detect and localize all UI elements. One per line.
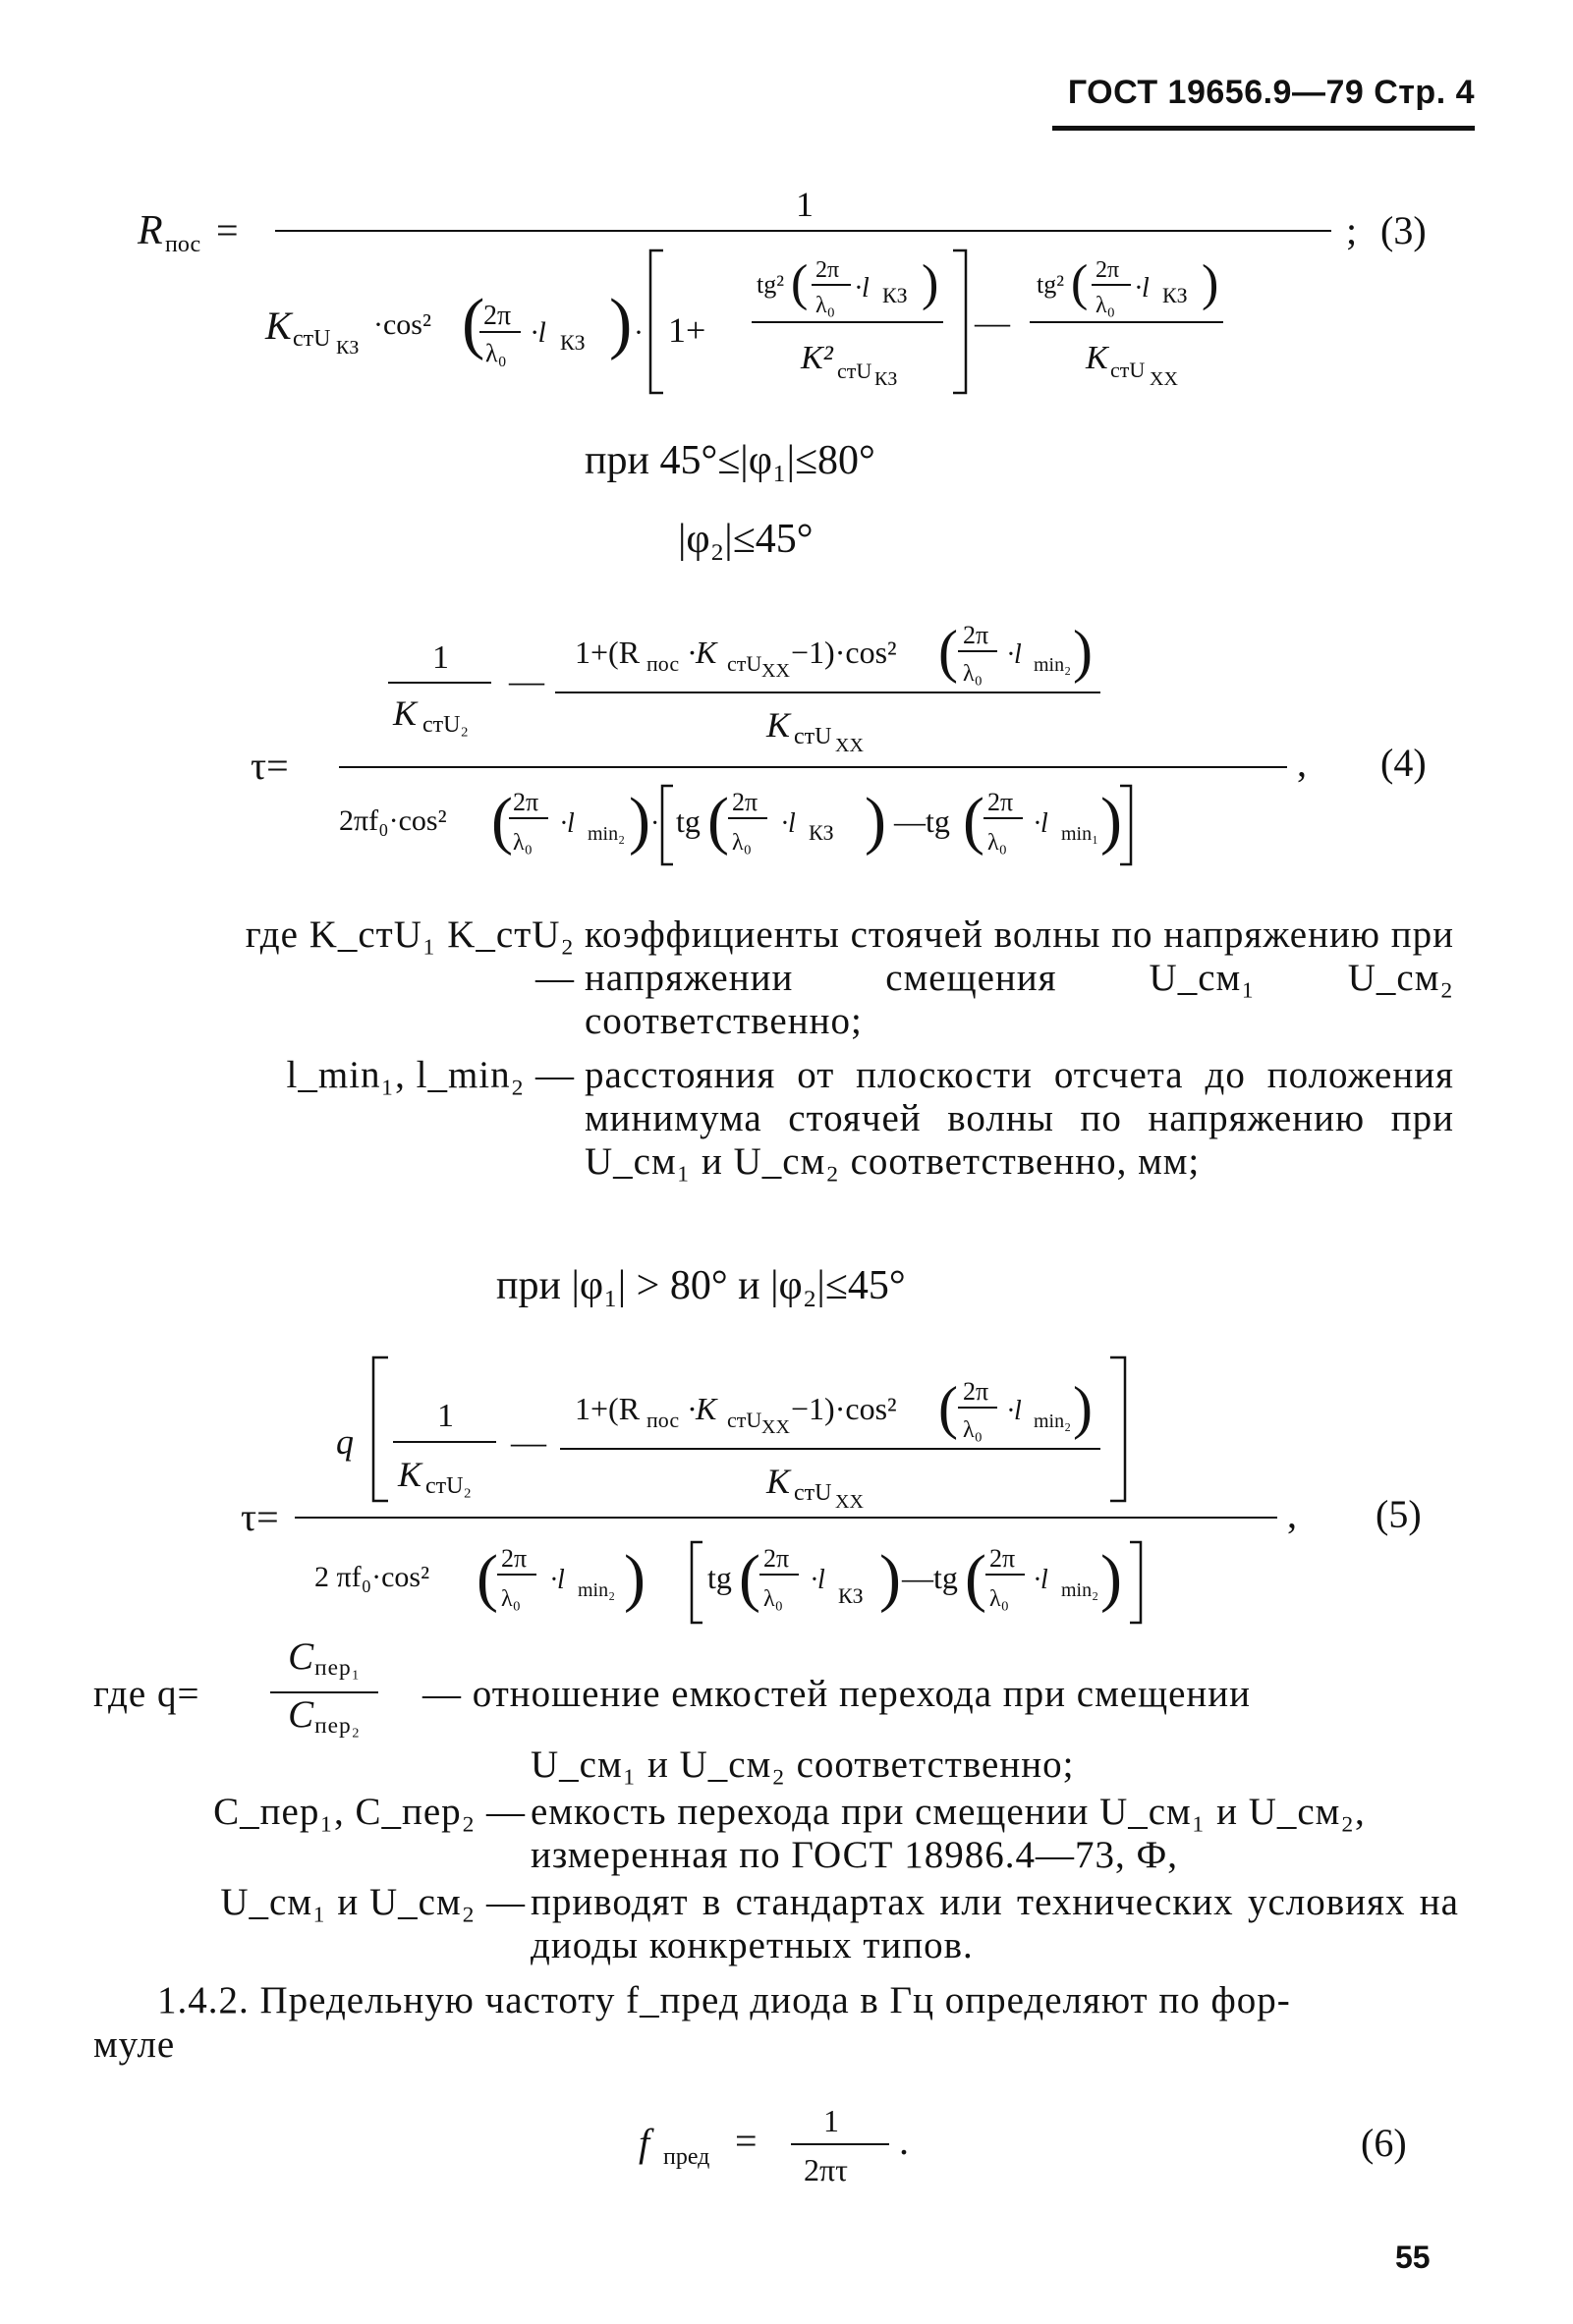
f5-t2pi2: 2π: [989, 1544, 1016, 1573]
f3-sep: ;: [1346, 208, 1358, 252]
f4-tau: τ=: [251, 744, 289, 788]
f4-lmin-sub: min₂: [1034, 654, 1072, 676]
f3-lhs: R: [138, 208, 163, 253]
u-text: приводят в стандартах или технических условиях на диоды конкретных типов.: [531, 1881, 1459, 1966]
f4-one: 1: [432, 639, 449, 676]
f3-p2l: (: [791, 255, 809, 311]
f4-kxx-sub: стU: [794, 724, 832, 749]
f3-k2-sub: стU: [837, 359, 872, 383]
f5-brk2-r: [1130, 1542, 1141, 1623]
definitions-1: [0, 889, 1573, 1203]
f3-p3r: ): [1202, 255, 1219, 311]
page-number: 55: [1395, 2240, 1431, 2275]
f3-k: K: [265, 304, 292, 348]
f5-brk2-l: [692, 1542, 702, 1623]
f4-numer2: ·K: [688, 635, 717, 670]
f3-minus: —: [975, 303, 1010, 342]
f4-ku2: K: [393, 693, 418, 733]
formula-5: [226, 1346, 1454, 1640]
f5-mtg: —tg: [902, 1560, 958, 1595]
f5-tg2pl: (: [965, 1542, 986, 1614]
page-header: ГОСТ 19656.9—79 Стр. 4: [1067, 74, 1475, 111]
def1-text: коэффициенты стоячей волны по напряжению при напряжении смещения U_см₁ U_см₂ соответственно;: [585, 913, 1454, 1042]
f5-tlmin-sub: min₂: [1061, 1579, 1099, 1601]
c-text: емкость перехода при смещении U_см₁ и U_см₂,: [531, 1791, 1366, 1833]
f5-den-left: 2 πf₀·cos²: [314, 1561, 430, 1593]
f3-bracket-l: [650, 250, 663, 393]
q-fraction: [270, 1635, 378, 1747]
f5-minus: —: [511, 1422, 546, 1462]
f4-dpl: (: [491, 785, 513, 857]
q-den: C: [288, 1692, 315, 1736]
f4-tg2pr: ): [1100, 785, 1122, 857]
c-label: C_пер₁, C_пер₂ —: [213, 1791, 526, 1833]
f3-tg2: tg²: [757, 270, 785, 299]
f3-lambda-b: λ₀: [815, 293, 836, 318]
f4-number: (4): [1380, 741, 1427, 785]
f6-lhs-sub: пред: [663, 2144, 710, 2170]
header-rule: [1052, 126, 1475, 131]
f3-lambda-c: λ₀: [1095, 293, 1116, 318]
f3-lhs-sub: пос: [165, 232, 201, 257]
f5-q: q: [336, 1422, 354, 1462]
condition-1: при 45°≤|φ₁|≤80°: [585, 438, 875, 483]
f4-dlambda: λ₀: [513, 830, 534, 856]
c-text-2: измеренная по ГОСТ 18986.4—73, Ф,: [531, 1834, 1178, 1876]
f5-dlambda: λ₀: [501, 1586, 522, 1612]
f5-dlmin: ·l: [550, 1565, 565, 1595]
f5-kxx-sub2: XX: [835, 1491, 864, 1513]
condition-2: |φ₂|≤45°: [678, 517, 814, 562]
f3-kxx: K: [1086, 340, 1108, 376]
f4-den-left: 2πf₀·cos²: [339, 804, 447, 837]
q-text-2: U_см₁ и U_см₂ соответственно;: [531, 1743, 1075, 1786]
def2-text: расстояния от плоскости отсчета до положения минимума стоячей волны по напряжению при U_см₁ и U_см₂ соответственно, мм;: [585, 1054, 1454, 1183]
f6-lhs: f: [639, 2121, 650, 2165]
f3-lkz-b: ·l: [855, 273, 870, 304]
condition-3: при |φ₁| > 80° и |φ₂|≤45°: [496, 1263, 906, 1308]
f4-pr: ): [1073, 619, 1093, 684]
f4-minus: —: [509, 661, 544, 700]
formula-4: [226, 584, 1454, 879]
u-label: U_см₁ и U_см₂ —: [220, 1881, 526, 1923]
f4-ddot: ·: [650, 808, 660, 839]
f3-one-plus: 1+: [668, 310, 706, 350]
f5-tlambda2: λ₀: [989, 1586, 1010, 1612]
f4-tlmin: ·l: [1034, 808, 1048, 839]
formula-6: [629, 2097, 1454, 2215]
f4-tl: ·l: [781, 808, 796, 839]
f5-sep: ,: [1287, 1492, 1297, 1536]
q-text: — отношение емкостей перехода при смещении: [422, 1673, 1252, 1715]
formula-3: [128, 177, 1444, 413]
f3-lkz-c-sub: КЗ: [1162, 283, 1188, 307]
f5-lmin-sub: min₂: [1034, 1411, 1072, 1432]
q-den-sub: пер₂: [314, 1712, 361, 1739]
f5-lambda: λ₀: [963, 1417, 983, 1443]
f5-t2pi: 2π: [763, 1544, 790, 1573]
f5-numer2-sub2: XX: [761, 1416, 790, 1438]
f3-2pi-c: 2π: [1095, 257, 1120, 283]
f6-num: 1: [823, 2103, 839, 2138]
f4-dlmin-sub: min₂: [588, 823, 626, 845]
f6-number: (6): [1361, 2121, 1407, 2165]
f4-kxx: K: [766, 705, 791, 745]
f4-ku2-sub: стU₂: [422, 712, 469, 738]
f3-lkz-b-sub: КЗ: [882, 283, 908, 307]
f3-paren-r: ): [609, 286, 633, 361]
q-num: C: [288, 1635, 315, 1678]
f5-tg2pr: ): [1100, 1542, 1122, 1614]
f3-kxx-sub: стU: [1110, 358, 1146, 382]
f5-rpos-sub: пос: [646, 1408, 680, 1432]
f4-2pi: 2π: [963, 621, 989, 649]
f5-one: 1: [437, 1398, 454, 1434]
f4-tgpl: (: [707, 785, 729, 857]
f3-tg2-2: tg²: [1037, 270, 1065, 299]
def1-label: где K_стU₁ K_стU₂ —: [245, 913, 575, 999]
f3-lambda: λ₀: [485, 339, 507, 367]
f4-dlmin: ·l: [560, 808, 575, 839]
f5-numer3: −1)·cos²: [791, 1391, 897, 1426]
f3-dot: ·: [634, 316, 644, 349]
f3-2pi: 2π: [483, 301, 512, 331]
f3-k-sub2: КЗ: [336, 337, 360, 359]
f5-tl-sub: КЗ: [838, 1583, 864, 1608]
f3-p3l: (: [1071, 255, 1089, 311]
f5-tlambda: λ₀: [763, 1586, 784, 1612]
f5-numer2-sub: стU: [727, 1408, 762, 1432]
f4-tg1: tg: [676, 803, 701, 839]
f3-k2-sub2: КЗ: [874, 368, 898, 390]
f4-pl: (: [938, 619, 958, 684]
f4-tlambda2: λ₀: [987, 830, 1008, 856]
f3-p2r: ): [922, 255, 939, 311]
f4-tlmin-sub: min₁: [1061, 823, 1099, 845]
f3-k-sub: стU: [293, 326, 331, 352]
f4-lambda: λ₀: [963, 661, 983, 687]
f5-kxx-sub: стU: [794, 1480, 832, 1506]
f6-den: 2πτ: [804, 2152, 849, 2187]
f3-bracket-r: [953, 250, 966, 393]
f5-tau: τ=: [241, 1495, 279, 1539]
f4-kxx-sub2: XX: [835, 735, 864, 756]
f3-2pi-b: 2π: [815, 257, 840, 283]
f4-d2pi: 2π: [513, 788, 539, 816]
q-fraction-den: [270, 1693, 378, 1747]
f6-dot: .: [899, 2119, 909, 2163]
f5-ku2-sub: стU₂: [425, 1473, 472, 1499]
paragraph-1-4-2-cont: муле: [93, 2023, 176, 2066]
f5-tlmin: ·l: [1034, 1565, 1048, 1595]
f4-lmin: ·l: [1007, 639, 1022, 670]
f4-mtg: —tg: [894, 803, 950, 839]
f5-tgpr: ): [879, 1542, 901, 1614]
f4-tl-sub: КЗ: [809, 820, 834, 845]
f4-tlambda: λ₀: [732, 830, 753, 856]
def2-label: l_min₁, l_min₂ —: [286, 1054, 575, 1096]
f4-sep: ,: [1297, 741, 1307, 785]
f5-lmin: ·l: [1007, 1396, 1022, 1426]
f5-brk-l: [373, 1357, 388, 1501]
f5-tg1: tg: [707, 1560, 732, 1595]
f5-2pi: 2π: [963, 1377, 989, 1406]
q-num-sub: пер₁: [314, 1654, 361, 1681]
f4-dpr: ): [629, 785, 650, 857]
f3-paren-l: (: [462, 286, 485, 361]
f3-kxx-sub2: XX: [1150, 368, 1178, 390]
f4-numer: 1+(R: [575, 635, 641, 670]
f5-pl: (: [938, 1375, 958, 1440]
f4-numer2-sub2: XX: [761, 660, 790, 682]
f3-numerator: 1: [796, 185, 814, 224]
f3-k2: K²: [801, 340, 833, 376]
f3-lkz-sub: КЗ: [560, 330, 586, 355]
f5-ku2: K: [398, 1455, 422, 1494]
f4-tg2pl: (: [963, 785, 984, 857]
f5-pr: ): [1073, 1375, 1093, 1440]
f5-brk-r: [1110, 1357, 1125, 1501]
f5-d2pi: 2π: [501, 1544, 528, 1573]
f3-eq: =: [216, 208, 239, 252]
paragraph-1-4-2: 1.4.2. Предельную частоту f_пред диода в Гц определяют по фор-: [157, 1979, 1291, 2021]
f4-t2pi2: 2π: [987, 788, 1014, 816]
f5-dlmin-sub: min₂: [578, 1579, 616, 1601]
f3-lkz: ·l: [531, 316, 546, 349]
definitions-2: [0, 1635, 1573, 1989]
f6-eq: =: [735, 2119, 758, 2163]
f3-lkz-c: ·l: [1135, 273, 1150, 304]
f5-dpr: ): [624, 1542, 646, 1614]
f4-t2pi: 2π: [732, 788, 758, 816]
f5-numer: 1+(R: [575, 1391, 641, 1426]
f5-number: (5): [1376, 1492, 1422, 1536]
f5-tgpl: (: [739, 1542, 760, 1614]
f5-numer2: ·K: [688, 1391, 717, 1426]
f4-numer3: −1)·cos²: [791, 635, 897, 670]
q-fraction-num: [270, 1635, 378, 1693]
f4-rpos-sub: пос: [646, 651, 680, 676]
f5-kxx: K: [766, 1462, 791, 1501]
f4-numer2-sub: стU: [727, 651, 762, 676]
f5-dpl: (: [477, 1542, 498, 1614]
f5-tl: ·l: [811, 1565, 825, 1595]
f4-brk-l: [662, 786, 673, 864]
f3-number: (3): [1380, 208, 1427, 252]
q-intro: где q=: [93, 1673, 200, 1715]
f4-tgpr: ): [865, 785, 886, 857]
f3-cos: ·cos²: [373, 308, 431, 341]
